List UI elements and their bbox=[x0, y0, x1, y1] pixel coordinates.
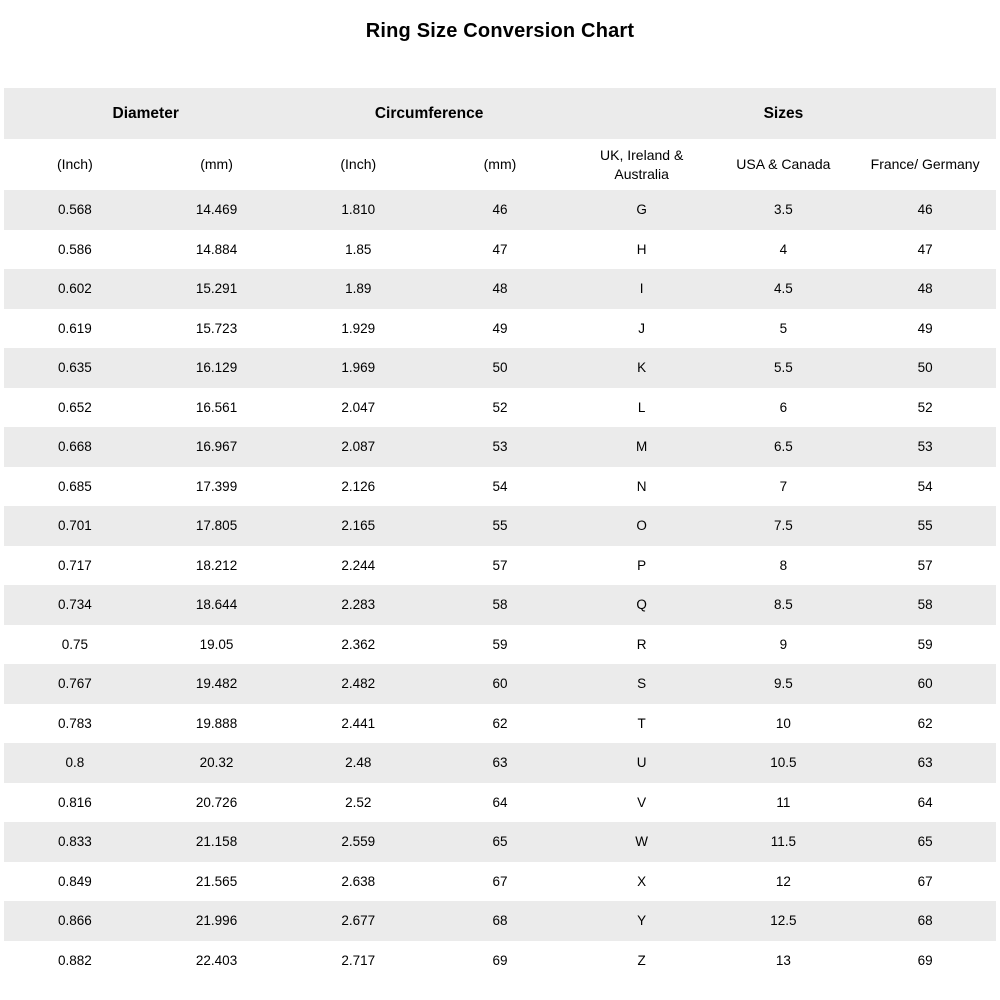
table-cell: 0.717 bbox=[57, 557, 92, 573]
table-cell: I bbox=[639, 281, 644, 297]
table-cell: 49 bbox=[917, 320, 933, 336]
table-cell: 2.165 bbox=[341, 518, 376, 534]
table-row bbox=[4, 862, 996, 902]
table-cell: 59 bbox=[492, 636, 508, 652]
table-cell: 1.89 bbox=[345, 281, 372, 297]
table-cell: 2.362 bbox=[341, 636, 376, 652]
table-cell: W bbox=[635, 834, 649, 850]
table-cell: 5 bbox=[779, 320, 788, 336]
table-cell: 2.559 bbox=[341, 834, 376, 850]
table-cell: 12 bbox=[775, 873, 791, 889]
table-cell: 0.701 bbox=[57, 518, 92, 534]
table-row bbox=[4, 546, 996, 586]
table-cell: 4.5 bbox=[773, 281, 793, 297]
table-cell: 2.48 bbox=[345, 755, 372, 771]
column-header-row bbox=[4, 139, 996, 190]
table-cell: 14.469 bbox=[195, 202, 238, 218]
table-cell: 4 bbox=[779, 241, 788, 257]
column-header-2: (Inch) bbox=[340, 156, 377, 173]
table-cell: 8 bbox=[779, 557, 788, 573]
table-cell: R bbox=[636, 636, 647, 652]
table-cell: P bbox=[637, 557, 647, 573]
table-cell: 52 bbox=[492, 399, 508, 415]
column-header-5: USA & Canada bbox=[736, 156, 831, 173]
table-cell: 20.726 bbox=[195, 794, 238, 810]
table-cell: 0.75 bbox=[61, 636, 88, 652]
table-row bbox=[4, 388, 996, 428]
table-cell: 62 bbox=[492, 715, 508, 731]
table-cell: 52 bbox=[917, 399, 933, 415]
table-row bbox=[4, 625, 996, 665]
table-row bbox=[4, 664, 996, 704]
table-cell: L bbox=[637, 399, 646, 415]
table-row bbox=[4, 348, 996, 388]
table-cell: X bbox=[637, 873, 647, 889]
table-row bbox=[4, 427, 996, 467]
table-cell: 2.717 bbox=[341, 952, 376, 968]
table-cell: 64 bbox=[917, 794, 933, 810]
table-cell: 10 bbox=[775, 715, 791, 731]
table-row bbox=[4, 190, 996, 230]
table-cell: Q bbox=[636, 597, 647, 613]
table-cell: 2.087 bbox=[341, 439, 376, 455]
table-cell: 18.212 bbox=[195, 557, 238, 573]
table-cell: 65 bbox=[917, 834, 933, 850]
table-cell: 19.482 bbox=[195, 676, 238, 692]
table-cell: 55 bbox=[917, 518, 933, 534]
table-cell: 7 bbox=[779, 478, 788, 494]
table-cell: 21.158 bbox=[195, 834, 238, 850]
table-cell: 49 bbox=[492, 320, 508, 336]
table-cell: 0.882 bbox=[57, 952, 92, 968]
table-cell: 53 bbox=[492, 439, 508, 455]
table-cell: 0.668 bbox=[57, 439, 92, 455]
table-cell: 58 bbox=[492, 597, 508, 613]
table-cell: 47 bbox=[492, 241, 508, 257]
table-cell: 48 bbox=[917, 281, 933, 297]
table-cell: 20.32 bbox=[199, 755, 234, 771]
ring-size-conversion-table bbox=[4, 88, 996, 980]
column-header-1: (mm) bbox=[200, 156, 233, 173]
table-cell: J bbox=[638, 320, 646, 336]
table-cell: V bbox=[637, 794, 647, 810]
table-cell: 10.5 bbox=[770, 755, 797, 771]
table-cell: 16.561 bbox=[195, 399, 238, 415]
table-cell: 67 bbox=[917, 873, 933, 889]
table-row bbox=[4, 822, 996, 862]
table-cell: 47 bbox=[917, 241, 933, 257]
table-cell: 54 bbox=[917, 478, 933, 494]
group-header-sizes: Sizes bbox=[763, 104, 804, 122]
table-cell: K bbox=[637, 360, 647, 376]
table-cell: 68 bbox=[492, 913, 508, 929]
table-cell: 15.291 bbox=[195, 281, 238, 297]
table-row bbox=[4, 941, 996, 981]
table-cell: 50 bbox=[917, 360, 933, 376]
table-cell: 53 bbox=[917, 439, 933, 455]
table-row bbox=[4, 269, 996, 309]
table-cell: 12.5 bbox=[770, 913, 797, 929]
table-cell: 19.888 bbox=[195, 715, 238, 731]
table-cell: 2.482 bbox=[341, 676, 376, 692]
group-header-circumference: Circumference bbox=[374, 104, 484, 122]
table-cell: M bbox=[636, 439, 648, 455]
table-cell: 0.767 bbox=[57, 676, 92, 692]
table-cell: 65 bbox=[492, 834, 508, 850]
table-body bbox=[4, 190, 996, 980]
table-cell: 16.967 bbox=[195, 439, 238, 455]
table-cell: Y bbox=[637, 913, 647, 929]
group-header-diameter: Diameter bbox=[112, 104, 179, 122]
table-cell: 9.5 bbox=[773, 676, 793, 692]
table-cell: 0.652 bbox=[57, 399, 92, 415]
column-header-3: (mm) bbox=[483, 156, 517, 173]
table-row bbox=[4, 743, 996, 783]
table-cell: 60 bbox=[492, 676, 508, 692]
table-cell: 21.565 bbox=[195, 873, 238, 889]
table-cell: 22.403 bbox=[195, 952, 238, 968]
table-cell: 63 bbox=[917, 755, 933, 771]
table-cell: 60 bbox=[917, 676, 933, 692]
table-cell: 0.568 bbox=[57, 202, 92, 218]
table-cell: 2.441 bbox=[341, 715, 376, 731]
table-cell: 0.619 bbox=[57, 320, 92, 336]
table-cell: 0.586 bbox=[57, 241, 92, 257]
table-cell: 0.8 bbox=[65, 755, 85, 771]
table-cell: 13 bbox=[775, 952, 791, 968]
table-cell: 63 bbox=[492, 755, 508, 771]
column-header-6: France/ Germany bbox=[870, 156, 980, 173]
table-cell: 50 bbox=[492, 360, 508, 376]
table-cell: 0.602 bbox=[57, 281, 92, 297]
table-cell: 46 bbox=[492, 202, 508, 218]
table-cell: 64 bbox=[492, 794, 508, 810]
column-header-4: UK, Ireland & Australia bbox=[600, 147, 684, 182]
table-cell: 0.685 bbox=[57, 478, 92, 494]
table-cell: 5.5 bbox=[773, 360, 793, 376]
table-row bbox=[4, 585, 996, 625]
table-cell: 1.810 bbox=[341, 202, 376, 218]
table-cell: 62 bbox=[917, 715, 933, 731]
table-row bbox=[4, 309, 996, 349]
table-cell: 0.635 bbox=[57, 360, 92, 376]
table-cell: 14.884 bbox=[195, 241, 238, 257]
column-header-0: (Inch) bbox=[56, 156, 93, 173]
table-cell: 0.783 bbox=[57, 715, 92, 731]
table-cell: 16.129 bbox=[195, 360, 238, 376]
table-cell: 48 bbox=[492, 281, 508, 297]
table-cell: 0.816 bbox=[57, 794, 92, 810]
page-title: Ring Size Conversion Chart bbox=[365, 20, 635, 42]
table-cell: 7.5 bbox=[773, 518, 793, 534]
table-cell: Z bbox=[637, 952, 646, 968]
table-cell: 57 bbox=[492, 557, 508, 573]
table-row bbox=[4, 704, 996, 744]
table-cell: 3.5 bbox=[773, 202, 793, 218]
table-cell: 67 bbox=[492, 873, 508, 889]
table-cell: 2.283 bbox=[341, 597, 376, 613]
table-cell: 15.723 bbox=[195, 320, 238, 336]
table-cell: 9 bbox=[779, 636, 788, 652]
table-cell: 0.734 bbox=[57, 597, 92, 613]
table-cell: T bbox=[637, 715, 646, 731]
table-cell: 0.866 bbox=[57, 913, 92, 929]
table-head bbox=[4, 88, 996, 190]
table-row bbox=[4, 783, 996, 823]
table-cell: 6 bbox=[779, 399, 788, 415]
table-cell: 17.805 bbox=[195, 518, 238, 534]
table-cell: O bbox=[636, 518, 647, 534]
table-cell: 58 bbox=[917, 597, 933, 613]
group-header-row bbox=[4, 88, 996, 139]
table-cell: 2.244 bbox=[341, 557, 376, 573]
table-row bbox=[4, 901, 996, 941]
table-cell: 17.399 bbox=[195, 478, 238, 494]
table-cell: 2.677 bbox=[341, 913, 376, 929]
table-cell: 69 bbox=[917, 952, 933, 968]
table-cell: 57 bbox=[917, 557, 933, 573]
table-cell: N bbox=[636, 478, 647, 494]
table-cell: 2.52 bbox=[345, 794, 372, 810]
table-cell: H bbox=[636, 241, 647, 257]
table-row bbox=[4, 506, 996, 546]
table-cell: 0.833 bbox=[57, 834, 92, 850]
table-cell: 11.5 bbox=[770, 834, 796, 850]
table-cell: 2.047 bbox=[341, 399, 376, 415]
table-cell: 2.126 bbox=[341, 478, 376, 494]
table-row bbox=[4, 467, 996, 507]
table-cell: 19.05 bbox=[199, 636, 234, 652]
table-cell: 68 bbox=[917, 913, 933, 929]
table-cell: 0.849 bbox=[57, 873, 92, 889]
table-cell: 46 bbox=[917, 202, 933, 218]
table-cell: 8.5 bbox=[773, 597, 793, 613]
table-cell: S bbox=[637, 676, 647, 692]
table-cell: 59 bbox=[917, 636, 933, 652]
table-cell: 18.644 bbox=[195, 597, 238, 613]
table-cell: 21.996 bbox=[195, 913, 238, 929]
table-cell: 1.969 bbox=[341, 360, 376, 376]
table-cell: 55 bbox=[492, 518, 508, 534]
table-cell: 6.5 bbox=[773, 439, 793, 455]
table-cell: 1.929 bbox=[341, 320, 376, 336]
table-row bbox=[4, 230, 996, 270]
table-cell: U bbox=[636, 755, 647, 771]
table-cell: G bbox=[636, 202, 647, 218]
table-cell: 54 bbox=[492, 478, 508, 494]
table-cell: 2.638 bbox=[341, 873, 376, 889]
table-cell: 11 bbox=[776, 794, 791, 810]
table-cell: 69 bbox=[492, 952, 508, 968]
table-cell: 1.85 bbox=[345, 241, 372, 257]
